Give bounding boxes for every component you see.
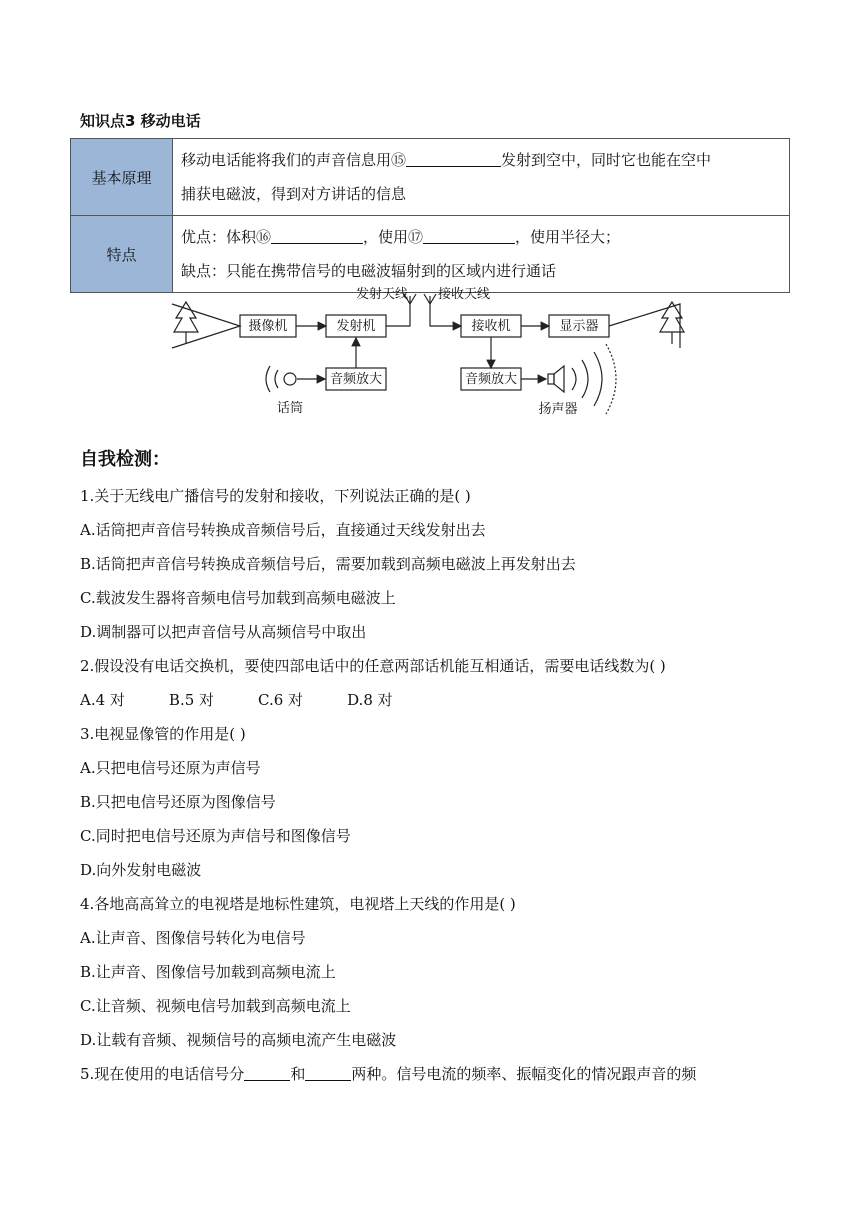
row-head-principle: 基本原理 — [71, 139, 173, 216]
q5-suffix: 两种。信号电流的频率、振幅变化的情况跟声音的频 — [351, 1065, 697, 1083]
mobile-phone-block-diagram — [160, 282, 700, 422]
q2-option-a: A.4 对 — [80, 691, 125, 709]
features-line-1 — [181, 220, 781, 254]
row-body-principle — [173, 139, 790, 216]
question-line: C.载波发生器将音频电信号加载到高频电磁波上 — [80, 589, 396, 607]
q5-blank-2[interactable] — [305, 1064, 351, 1081]
transmitter-label: 发射机 — [336, 319, 376, 334]
question-line: B.话筒把声音信号转换成音频信号后，需要加载到高频电磁波上再发射出去 — [80, 555, 576, 573]
audio-amp-right-label: 音频放大 — [464, 372, 518, 387]
right-lens-cone — [609, 304, 680, 348]
q5-mid: 和 — [290, 1065, 306, 1083]
question-line: B.让声音、图像信号加载到高频电流上 — [80, 963, 336, 981]
table-row — [71, 216, 790, 293]
question-line: 2.假设没有电话交换机，要使四部电话中的任意两部话机能互相通话，需要电话线数为( ) — [80, 657, 666, 675]
question-line: 4.各地高高耸立的电视塔是地标性建筑，电视塔上天线的作用是( ) — [80, 895, 516, 913]
audio-amp-left-label: 音频放大 — [329, 372, 383, 387]
question-5-line — [80, 1063, 696, 1084]
receive-antenna-label: 接收天线 — [438, 287, 491, 302]
left-lens-cone — [172, 304, 240, 348]
q5-prefix: 5.现在使用的电话信号分 — [80, 1065, 245, 1083]
question-line: C.同时把电信号还原为声信号和图像信号 — [80, 827, 351, 845]
question-line: D.让载有音频、视频信号的高频电流产生电磁波 — [80, 1031, 397, 1049]
features-text-b: ，使用⑰ — [363, 228, 424, 246]
receiver-label: 接收机 — [471, 319, 511, 334]
question-line: C.让音频、视频电信号加载到高频电流上 — [80, 997, 351, 1015]
row-body-features — [173, 216, 790, 293]
speaker-label: 扬声器 — [538, 402, 578, 417]
principle-text-a: 移动电话能将我们的声音信息用⑮ — [181, 151, 407, 169]
question-line: A.只把电信号还原为声信号 — [80, 759, 261, 777]
self-test-title: 自我检测： — [80, 449, 170, 470]
features-line-2: 缺点：只能在携带信号的电磁波辐射到的区域内进行通话 — [181, 262, 557, 280]
q5-blank-1[interactable] — [244, 1064, 290, 1081]
answer-blank-15[interactable] — [406, 148, 501, 167]
answer-blank-17[interactable] — [423, 225, 515, 244]
camera-label: 摄像机 — [248, 319, 288, 334]
principle-text-b: 发射到空中，同时它也能在空中 — [501, 151, 712, 169]
q2-options — [80, 689, 437, 710]
q2-option-c: C.6 对 — [258, 691, 304, 709]
question-line: 1.关于无线电广播信号的发射和接收，下列说法正确的是( ) — [80, 487, 471, 505]
question-line: 3.电视显像管的作用是( ) — [80, 725, 246, 743]
knowledge-point-title: 知识点3 移动电话 — [80, 112, 201, 130]
display-label: 显示器 — [559, 319, 599, 334]
question-line: A.让声音、图像信号转化为电信号 — [80, 929, 306, 947]
question-line: A.话筒把声音信号转换成音频信号后，直接通过天线发射出去 — [80, 521, 486, 539]
microphone-label: 话筒 — [276, 401, 304, 416]
microphone-icon — [266, 366, 325, 392]
principle-line-1 — [181, 143, 781, 177]
question-line: D.调制器可以把声音信号从高频信号中取出 — [80, 623, 367, 641]
row-head-features: 特点 — [71, 216, 173, 293]
receive-antenna-icon — [424, 294, 436, 304]
question-line: B.只把电信号还原为图像信号 — [80, 793, 276, 811]
features-text-c: ，使用半径大； — [515, 228, 621, 246]
question-line: D.向外发射电磁波 — [80, 861, 202, 879]
transmit-antenna-label: 发射天线 — [355, 287, 408, 302]
knowledge-table — [70, 138, 790, 293]
principle-line-2: 捕获电磁波，得到对方讲话的信息 — [181, 185, 407, 203]
table-row — [71, 139, 790, 216]
features-text-a: 优点：体积⑯ — [181, 228, 272, 246]
q2-option-b: B.5 对 — [168, 691, 215, 709]
q2-option-d: D.8 对 — [347, 691, 393, 709]
answer-blank-16[interactable] — [271, 225, 363, 244]
